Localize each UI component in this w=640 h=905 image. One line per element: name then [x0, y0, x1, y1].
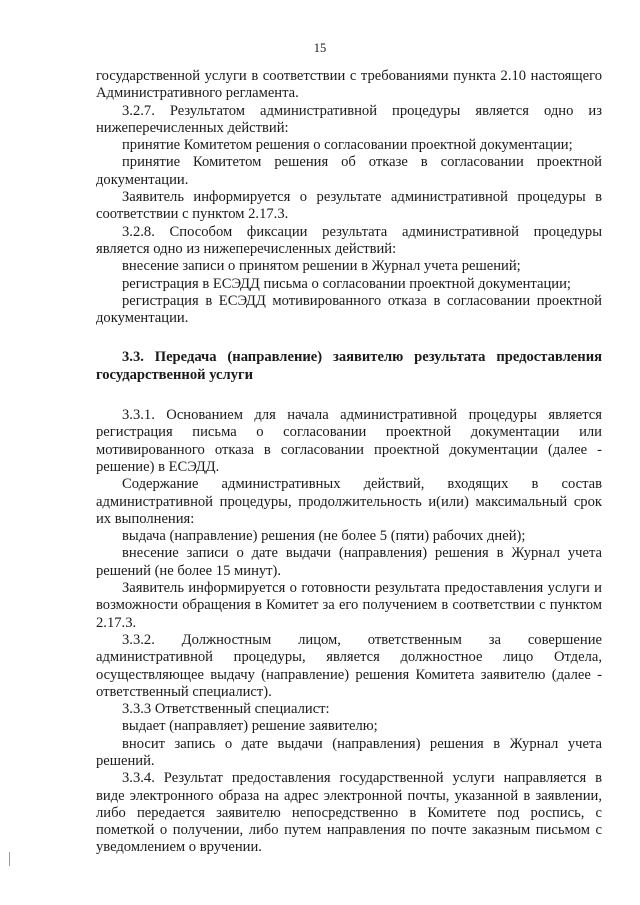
list-item-records-date: вносит запись о дате выдачи (направления) решения в Журнал учета решений. — [96, 735, 602, 769]
list-item-registration-refusal: регистрация в ЕСЭДД мотивированного отказа в согласовании проектной документации. — [96, 292, 602, 327]
document-body — [96, 68, 602, 857]
paragraph-actions-content: Содержание административных действий, входящих в состав административной процедуры, продолжительность и(или) максимальный срок их выполнения: — [96, 476, 602, 527]
paragraph-applicant-informed: Заявитель информируется о результате административной процедуры в соответствии с пунктом 2.17.3. — [96, 189, 602, 223]
list-item-issues-decision: выдает (направляет) решение заявителю; — [122, 718, 378, 735]
paragraph-3-3-4: 3.3.4. Результат предоставления государственной услуги направляется в виде электронного образа на адрес электронной почты, указанной в заявлении, либо передается заявителю непосредственно в Комитете под роспись, с пометкой о получении, либо путем направления по почте заказным письмом с уведомлением о вручении. — [96, 770, 602, 856]
page-number: 15 — [313, 41, 327, 55]
list-item-refusal: принятие Комитетом решения об отказе в согласовании проектной документации. — [96, 154, 602, 188]
paragraph-3-2-8: 3.2.8. Способом фиксации результата административной процедуры является одно из нижеперечисленных действий: — [96, 223, 602, 257]
list-item-issue-decision: выдача (направление) решения (не более 5 (пяти) рабочих дней); — [122, 528, 526, 545]
paragraph-3-2-7: 3.2.7. Результатом административной процедуры является одно из нижеперечисленных действий: — [96, 102, 602, 136]
list-item-registration-approval: регистрация в ЕСЭДД письма о согласовании проектной документации; — [122, 275, 571, 292]
paragraph-readiness-notice: Заявитель информируется о готовности результата предоставления услуги и возможности обращения в Комитет за его получением в соответствии с пунктом 2.17.3. — [96, 580, 602, 631]
section-heading-3-3: 3.3. Передача (направление) заявителю результата предоставления государственной услуги — [96, 349, 602, 383]
list-item-record-issue-date: внесение записи о дате выдачи (направления) решения в Журнал учета решений (не более 15 минут). — [96, 545, 602, 579]
paragraph-3-3-3: 3.3.3 Ответственный специалист: — [122, 701, 330, 718]
list-item-journal-record: внесение записи о принятом решении в Журнал учета решений; — [122, 258, 521, 275]
paragraph-3-3-2: 3.3.2. Должностным лицом, ответственным за совершение административной процедуры, является должностное лицо Отдела, осуществляющее выдачу (направление) решения Комитета заявителю (далее - ответственный специалист). — [96, 631, 602, 700]
scan-margin-mark — [9, 852, 10, 866]
paragraph-continuation: государственной услуги в соответствии с требованиями пункта 2.10 настоящего Административного регламента. — [96, 68, 602, 102]
paragraph-3-3-1: 3.3.1. Основанием для начала административной процедуры является регистрация письма о согласовании проектной документации или мотивированного отказа в согласовании проектной документации (далее - решение) в ЕСЭДД. — [96, 407, 602, 475]
list-item-approval: принятие Комитетом решения о согласовании проектной документации; — [122, 137, 573, 154]
